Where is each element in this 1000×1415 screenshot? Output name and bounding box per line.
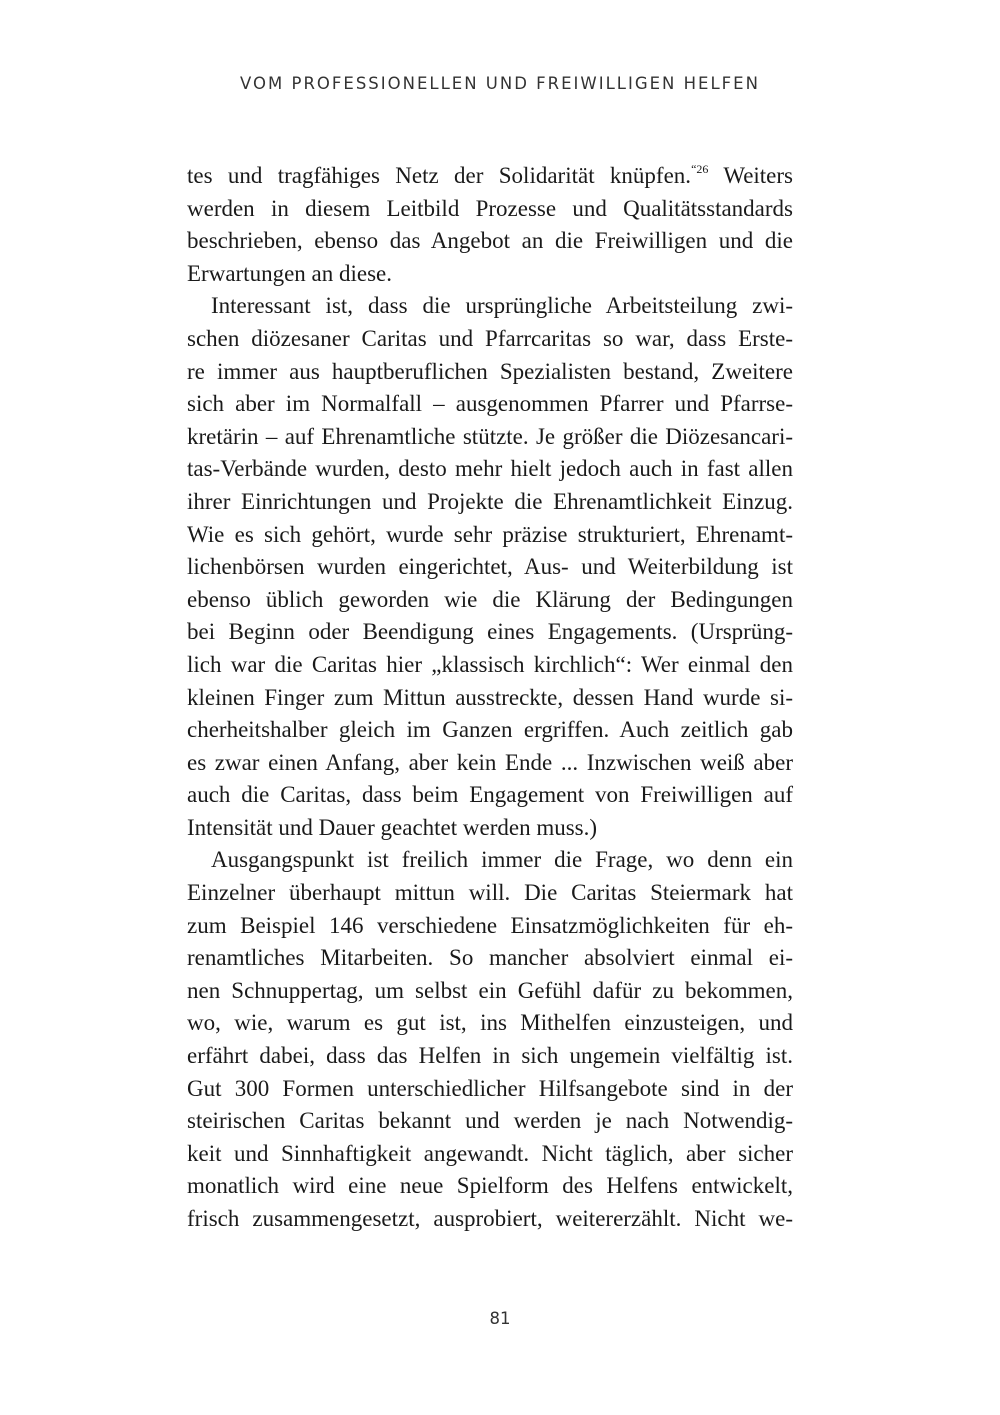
running-head: VOM PROFESSIONELLEN UND FREIWILLIGEN HELFEN [240, 74, 760, 93]
text-line: nen Schnuppertag, um selbst ein Gefühl dafür zu bekommen, [187, 977, 793, 1003]
text-line: tas-Verbände wurden, desto mehr hielt jedoch auch in fast allen [187, 456, 793, 482]
line-text: tes und tragfähiges Netz der Solidarität knüpfen. [187, 163, 692, 188]
text-line: bei Beginn oder Beendigung eines Engagements. (Ursprüng- [187, 619, 793, 645]
text-line [187, 160, 793, 193]
footnote-marker: “26 [691, 162, 709, 176]
text-line: Einzelner überhaupt mittun will. Die Caritas Steiermark hat [187, 880, 793, 906]
paragraph [187, 160, 793, 290]
text-line: renamtliches Mitarbeiten. So mancher absolviert einmal ei- [187, 945, 793, 971]
text-line: werden in diesem Leitbild Prozesse und Qualitätsstandards [187, 195, 793, 221]
text-line: Interessant ist, dass die ursprüngliche Arbeitsteilung zwi- [211, 293, 793, 319]
text-line: Intensität und Dauer geachtet werden muss.) [187, 814, 598, 840]
text-line: kretärin – auf Ehrenamtliche stützte. Je größer die Diözesancari- [187, 423, 793, 449]
text-line: Gut 300 Formen unterschiedlicher Hilfsangebote sind in der [187, 1075, 793, 1101]
text-line: ebenso üblich geworden wie die Klärung der Bedingungen [187, 586, 793, 612]
text-line: schen diözesaner Caritas und Pfarrcaritas so war, dass Erste- [187, 325, 793, 351]
text-line: cherheitshalber gleich im Ganzen ergriffen. Auch zeitlich gab [187, 717, 793, 743]
text-line: frisch zusammengesetzt, ausprobiert, weitererzählt. Nicht we- [187, 1206, 793, 1231]
text-line: erfährt dabei, dass das Helfen in sich ungemein vielfältig ist. [187, 1043, 793, 1069]
text-line: keit und Sinnhaftigkeit angewandt. Nicht täglich, aber sicher [187, 1140, 793, 1166]
body-text [187, 160, 793, 1236]
text-line: steirischen Caritas bekannt und werden je nach Notwendig- [187, 1108, 793, 1134]
text-line: Wie es sich gehört, wurde sehr präzise strukturiert, Ehrenamt- [187, 521, 793, 547]
text-line: monatlich wird eine neue Spielform des Helfens entwickelt, [187, 1173, 793, 1199]
line-text: Weiters [708, 163, 793, 188]
text-line: Ausgangspunkt ist freilich immer die Frage, wo denn ein [211, 847, 793, 873]
text-line: kleinen Finger zum Mittun ausstreckte, dessen Hand wurde si- [187, 684, 793, 710]
text-line: ihrer Einrichtungen und Projekte die Ehrenamtlichkeit Einzug. [187, 488, 793, 514]
text-line: beschrieben, ebenso das Angebot an die Freiwilligen und die [187, 228, 793, 254]
text-line: auch die Caritas, dass beim Engagement von Freiwilligen auf [187, 782, 793, 808]
text-line: lichenbörsen wurden eingerichtet, Aus- und Weiterbildung ist [187, 554, 793, 580]
text-line: re immer aus hauptberuflichen Spezialisten bestand, Zweitere [187, 358, 793, 384]
text-line: lich war die Caritas hier „klassisch kirchlich“: Wer einmal den [187, 651, 793, 677]
page-number: 81 [489, 1309, 511, 1328]
paragraph [187, 290, 793, 844]
text-line: zum Beispiel 146 verschiedene Einsatzmöglichkeiten für eh- [187, 912, 793, 938]
text-line: Erwartungen an diese. [187, 260, 393, 286]
text-line: sich aber im Normalfall – ausgenommen Pfarrer und Pfarrse- [187, 391, 793, 417]
text-line: es zwar einen Anfang, aber kein Ende ... Inzwischen weiß aber [187, 749, 793, 775]
text-line: wo, wie, warum es gut ist, ins Mithelfen einzusteigen, und [187, 1010, 793, 1036]
paragraph [187, 844, 793, 1235]
